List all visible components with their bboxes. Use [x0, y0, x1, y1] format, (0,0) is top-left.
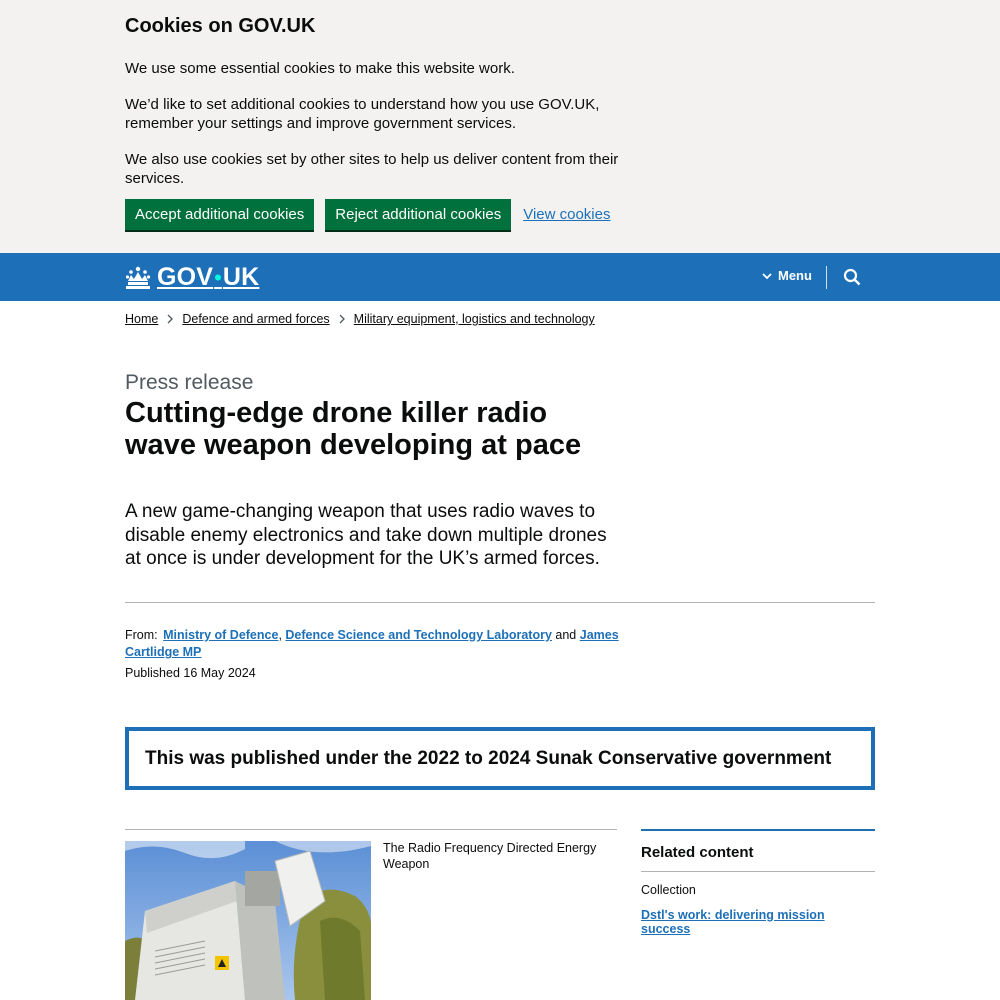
view-cookies-link[interactable]: View cookies [523, 206, 611, 223]
crown-icon [125, 266, 151, 290]
page-caption: Press release [125, 371, 254, 394]
figure-divider [125, 829, 617, 830]
menu-button[interactable] [762, 268, 812, 283]
breadcrumb-defence[interactable]: Defence and armed forces [182, 312, 330, 326]
chevron-right-icon [338, 314, 346, 324]
logo-dot: • [214, 264, 222, 290]
cookie-paragraph-additional: We’d like to set additional cookies to understand how you use GOV.UK, remember your settings and improve government services. [125, 95, 600, 132]
cookie-banner [0, 0, 1000, 253]
from-label: From: [125, 628, 158, 642]
accept-cookies-button[interactable]: Accept additional cookies [125, 199, 314, 230]
breadcrumb [125, 312, 595, 326]
cookie-paragraph-third-party: We also use cookies set by other sites to help us deliver content from their services. [125, 150, 619, 187]
breadcrumb-home[interactable]: Home [125, 312, 159, 326]
related-link-dstl-work[interactable]: Dstl's work: delivering mission success [641, 908, 825, 936]
cookie-paragraph-essential: We use some essential cookies to make this website work. [125, 60, 515, 77]
weapon-photo [125, 841, 371, 1000]
header-divider [826, 266, 827, 289]
from-separator-and: and [555, 628, 577, 642]
history-notice [125, 727, 875, 790]
from-separator-comma: , [278, 628, 282, 642]
chevron-right-icon [166, 314, 174, 324]
cookie-banner-title: Cookies on GOV.UK [125, 15, 316, 37]
metadata-from [125, 627, 625, 661]
related-content [641, 829, 875, 936]
related-collection-label: Collection [641, 883, 696, 897]
chevron-down-icon [762, 271, 772, 281]
menu-label: Menu [778, 268, 812, 283]
page-title: Cutting-edge drone killer radio wave weapon developing at pace [125, 397, 582, 461]
published-date: Published 16 May 2024 [125, 666, 256, 680]
from-link-dstl[interactable]: Defence Science and Technology Laboratory [285, 628, 552, 642]
logo-text-uk: UK [222, 263, 260, 291]
section-divider [125, 602, 875, 603]
govuk-logo-link[interactable] [125, 263, 259, 292]
history-notice-text: This was published under the 2022 to 2024 Sunak Conservative government [145, 747, 832, 769]
lead-paragraph: A new game-changing weapon that uses radio waves to disable enemy electronics and take down multiple drones at once is under development for the UK’s armed forces. [125, 501, 607, 569]
from-link-mod[interactable]: Ministry of Defence [163, 628, 279, 642]
figure-caption: The Radio Frequency Directed Energy Weapon [383, 841, 597, 871]
reject-cookies-button[interactable]: Reject additional cookies [325, 199, 511, 230]
from-link-minister[interactable]: James Cartlidge MP [125, 628, 619, 659]
related-content-title: Related content [641, 831, 875, 872]
site-header [0, 253, 1000, 301]
logo-text-gov: GOV [157, 263, 214, 291]
search-icon[interactable] [843, 268, 861, 286]
breadcrumb-military-equipment[interactable]: Military equipment, logistics and technology [353, 312, 595, 326]
